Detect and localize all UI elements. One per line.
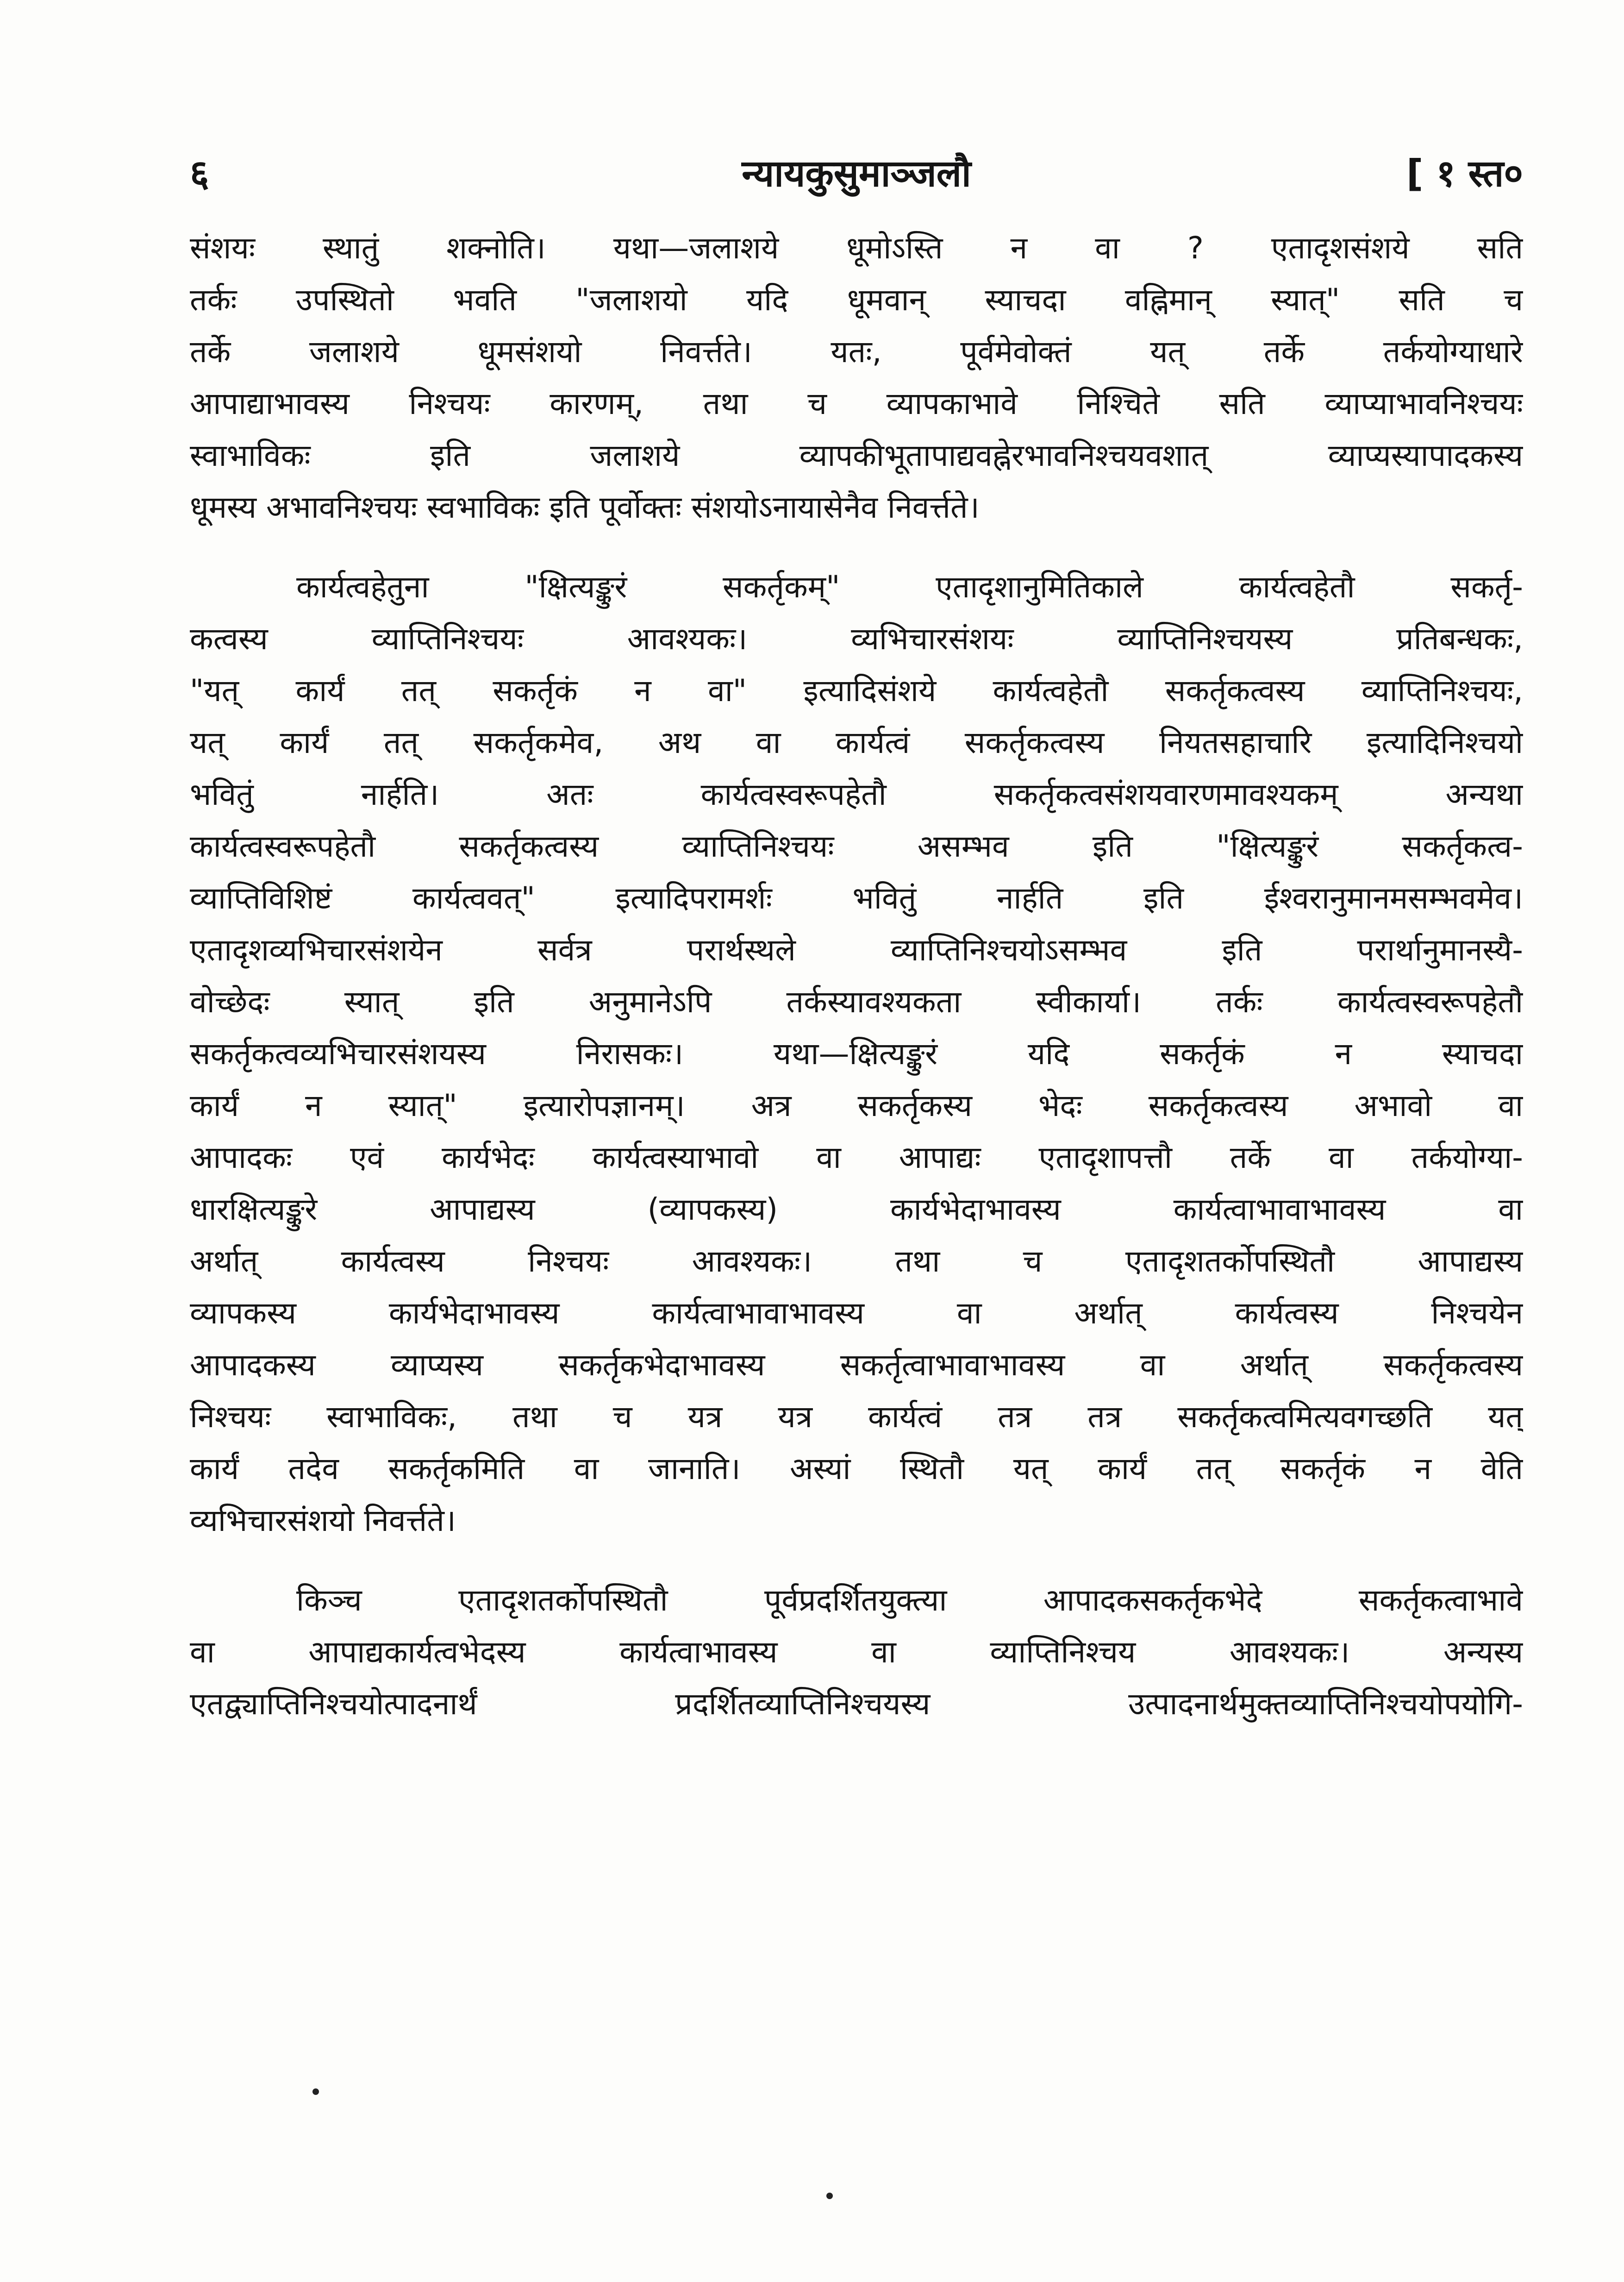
text-line: एतादृशव्यभिचारसंशयेन सर्वत्र परार्थस्थले व्याप्तिनिश्चयोऽसम्भव इति परार्थानुमानस्यै- xyxy=(190,932,1523,968)
text-line: वा आपाद्यकार्यत्वभेदस्य कार्यत्वाभावस्य वा व्याप्तिनिश्चय आवश्यकः। अन्यस्य xyxy=(190,1634,1523,1670)
text-line: कार्यं न स्यात्" इत्यारोपज्ञानम्। अत्र सकर्तृकस्य भेदः सकर्तृकत्वस्य अभावो वा xyxy=(190,1088,1523,1123)
print-speck xyxy=(312,2088,319,2095)
text-line: कार्यं तदेव सकर्तृकमिति वा जानाति। अस्यां स्थितौ यत् कार्यं तत् सकर्तृकं न वेति xyxy=(190,1451,1523,1486)
text-line: व्यापकस्य कार्यभेदाभावस्य कार्यत्वाभावाभावस्य वा अर्थात् कार्यत्वस्य निश्चयेन xyxy=(190,1295,1523,1331)
print-speck xyxy=(826,2193,833,2199)
running-title: न्यायकुसुमाञ्जलौ xyxy=(742,152,971,195)
text-line: भवितुं नार्हति। अतः कार्यत्वस्वरूपहेतौ सकर्तृकत्वसंशयवारणमावश्यकम् अन्यथा xyxy=(190,777,1523,812)
section-reference: [ १ स्त० xyxy=(1406,152,1523,195)
text-line: निश्चयः स्वाभाविकः, तथा च यत्र यत्र कार्यत्वं तत्र तत्र सकर्तृकत्वमित्यवगच्छति यत् xyxy=(190,1399,1523,1435)
text-line: कत्वस्य व्याप्तिनिश्चयः आवश्यकः। व्यभिचारसंशयः व्याप्तिनिश्चयस्य प्रतिबन्धकः, xyxy=(190,621,1523,657)
text-line: व्यभिचारसंशयो निवर्त्तते। xyxy=(190,1503,456,1538)
text-line: किञ्च एतादृशतर्कोपस्थितौ पूर्वप्रदर्शितयुक्त्या आपादकसकर्तृकभेदे सकर्तृकत्वाभावे xyxy=(296,1582,1523,1618)
text-line: आपादकः एवं कार्यभेदः कार्यत्वस्याभावो वा आपाद्यः एतादृशापत्तौ तर्के वा तर्कयोग्या- xyxy=(190,1140,1523,1175)
page-number: ६ xyxy=(190,152,209,195)
text-line: तर्के जलाशये धूमसंशयो निवर्त्तते। यतः, पूर्वमेवोक्तं यत् तर्के तर्कयोग्याधारे xyxy=(190,334,1523,370)
text-line: एतद्व्याप्तिनिश्चयोत्पादनार्थं प्रदर्शितव्याप्तिनिश्चयस्य उत्पादनार्थमुक्तव्याप्तिनिश्चयोपयोगि- xyxy=(190,1686,1523,1722)
paragraph-3 xyxy=(190,1574,1523,1730)
text-line: धूमस्य अभावनिश्चयः स्वभाविकः इति पूर्वोक्तः संशयोऽनायासेनैव निवर्त्तते। xyxy=(190,489,980,525)
text-line: वोच्छेदः स्यात् इति अनुमानेऽपि तर्कस्यावश्यकता स्वीकार्या। तर्कः कार्यत्वस्वरूपहेतौ xyxy=(190,984,1523,1020)
text-line: संशयः स्थातुं शक्नोति। यथा—जलाशये धूमोऽस्ति न वा ? एतादृशसंशये सति xyxy=(190,230,1523,266)
paragraph-2 xyxy=(190,561,1523,1547)
text-line: "यत् कार्यं तत् सकर्तृकं न वा" इत्यादिसंशये कार्यत्वहेतौ सकर्तृकत्वस्य व्याप्तिनिश्चयः, xyxy=(190,673,1523,708)
text-line: कार्यत्वहेतुना "क्षित्यङ्कुरं सकर्तृकम्" एतादृशानुमितिकाले कार्यत्वहेतौ सकर्तृ- xyxy=(296,569,1523,605)
text-line: स्वाभाविकः इति जलाशये व्यापकीभूतापाद्यवह्नेरभावनिश्चयवशात् व्याप्यस्यापादकस्य xyxy=(190,438,1523,473)
text-line: कार्यत्वस्वरूपहेतौ सकर्तृकत्वस्य व्याप्तिनिश्चयः असम्भव इति "क्षित्यङ्कुरं सकर्तृकत्व- xyxy=(190,828,1523,864)
text-line: व्याप्तिविशिष्टं कार्यत्ववत्" इत्यादिपरामर्शः भवितुं नार्हति इति ईश्वरानुमानमसम्भवमेव। xyxy=(190,880,1523,916)
text-line: तर्कः उपस्थितो भवति "जलाशयो यदि धूमवान् स्याचदा वह्निमान् स्यात्" सति च xyxy=(190,282,1523,318)
text-line: धारक्षित्यङ्कुरे आपाद्यस्य (व्यापकस्य) कार्यभेदाभावस्य कार्यत्वाभावाभावस्य वा xyxy=(190,1191,1523,1227)
paragraph-1 xyxy=(190,222,1523,533)
text-line: आपाद्याभावस्य निश्चयः कारणम्, तथा च व्यापकाभावे निश्चिते सति व्याप्याभावनिश्चयः xyxy=(190,386,1523,421)
text-line: अर्थात् कार्यत्वस्य निश्चयः आवश्यकः। तथा च एतादृशतर्कोपस्थितौ आपाद्यस्य xyxy=(190,1243,1523,1279)
body-text xyxy=(190,222,1523,1758)
text-line: सकर्तृकत्वव्यभिचारसंशयस्य निरासकः। यथा—क्षित्यङ्कुरं यदि सकर्तृकं न स्याचदा xyxy=(190,1036,1523,1072)
text-line: आपादकस्य व्याप्यस्य सकर्तृकभेदाभावस्य सकर्तृत्वाभावाभावस्य वा अर्थात् सकर्तृकत्वस्य xyxy=(190,1347,1523,1383)
text-line: यत् कार्यं तत् सकर्तृकमेव, अथ वा कार्यत्वं सकर्तृकत्वस्य नियतसहाचारि इत्यादिनिश्चयो xyxy=(190,725,1523,760)
page-header xyxy=(190,148,1523,204)
